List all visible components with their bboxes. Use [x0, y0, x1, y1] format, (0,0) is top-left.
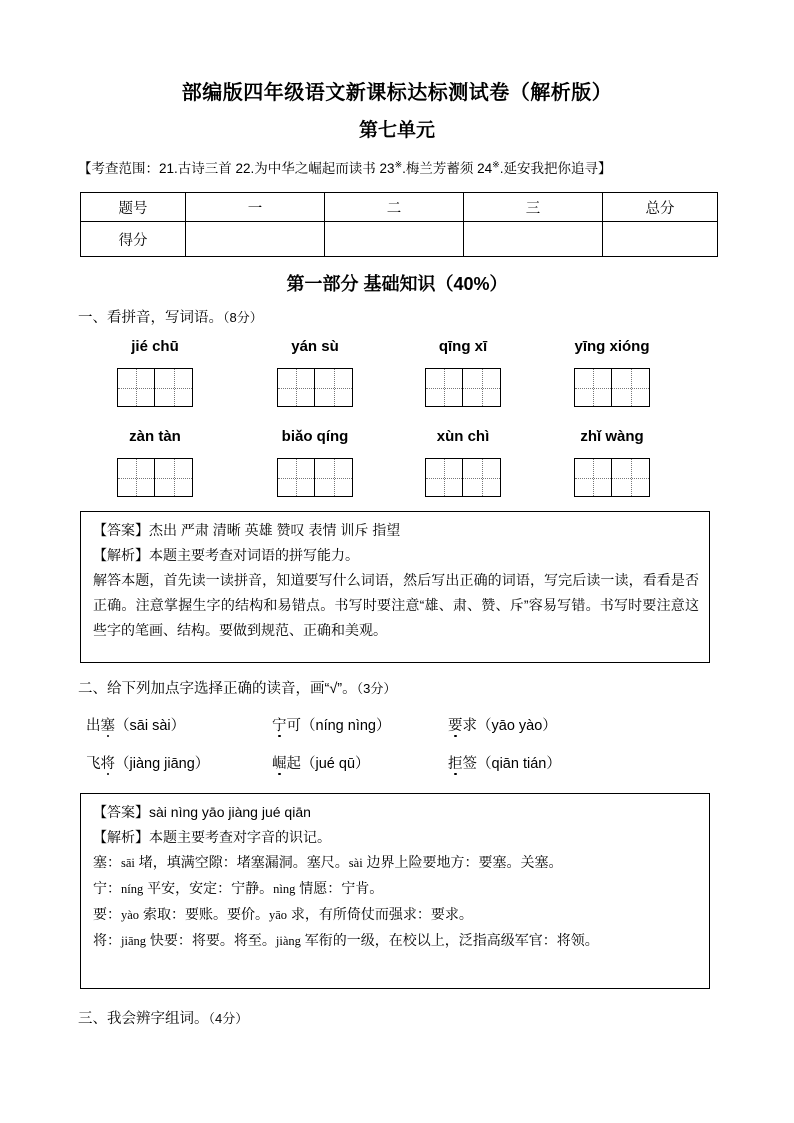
analysis-entry: [93, 928, 699, 954]
score-table-cell-0-3: 总分: [603, 193, 718, 222]
tianzige-2-4[interactable]: [574, 458, 650, 497]
choice-options[interactable]: （jiàng jiāng）: [115, 756, 210, 772]
scope-mark-2: ※: [492, 159, 500, 170]
tianzige-cell[interactable]: [278, 369, 315, 406]
choice-word-dotted: 宁: [272, 718, 287, 734]
tianzige-cell[interactable]: [426, 459, 463, 496]
question-2-stem-text: 二、给下列加点字选择正确的读音，画“√”。: [78, 681, 357, 697]
analysis-entry-pinyin: yào: [121, 908, 140, 922]
tianzige-2-1[interactable]: [117, 458, 193, 497]
tianzige-2-2[interactable]: [277, 458, 353, 497]
pinyin-label-1-2: yán sù: [291, 338, 339, 355]
analysis-entry-pinyin: nìng: [273, 882, 296, 896]
analysis-head-1: 本题主要考查对词语的拼写能力。: [149, 547, 359, 563]
tianzige-row-1: [78, 368, 718, 408]
analysis-entry-text: 边界上险要地方：要塞。关塞。: [362, 854, 563, 870]
tianzige-cell[interactable]: [612, 459, 649, 496]
choice-item-1-1[interactable]: [86, 714, 185, 735]
analysis-head-line-1: [93, 543, 699, 568]
answer-line-2: [93, 800, 699, 825]
tianzige-cell[interactable]: [118, 459, 155, 496]
choice-item-2-2[interactable]: [272, 752, 370, 773]
analysis-entry-pinyin: níng: [121, 882, 144, 896]
question-2-points: （3分）: [356, 681, 397, 696]
answer-line-1: [93, 518, 699, 543]
choice-word-post: 可: [286, 718, 301, 734]
analysis-entry-pinyin: sāi: [121, 856, 135, 870]
analysis-entry-text: 平安，安定：宁静。: [143, 880, 274, 896]
analysis-entry-text: 索取：要账。要价。: [139, 906, 269, 922]
choice-word-dotted: 要: [448, 718, 463, 734]
choice-word-dotted: 塞: [100, 718, 115, 734]
analysis-entry: [93, 850, 699, 876]
tianzige-cell[interactable]: [155, 459, 192, 496]
analysis-entry-text: 快要：将要。将至。: [146, 932, 276, 948]
pinyin-label-2-3: xùn chì: [436, 428, 490, 445]
tianzige-1-1[interactable]: [117, 368, 193, 407]
tianzige-cell[interactable]: [426, 369, 463, 406]
choice-word-post: 求: [462, 718, 477, 734]
pinyin-label-2-1: zàn tàn: [129, 428, 181, 445]
answer-label-1: 【答案】: [93, 522, 149, 538]
pinyin-label-2-2: biǎo qíng: [281, 428, 349, 445]
score-table: [80, 192, 718, 257]
analysis-entry-char: 宁：: [93, 880, 121, 896]
analysis-head-2: 本题主要考查对字音的识记。: [149, 829, 331, 845]
score-table-cell-0-0: 一: [186, 193, 325, 222]
question-1-stem: [78, 306, 263, 327]
question-3-stem-text: 三、我会辨字组词。: [78, 1011, 209, 1027]
answer-text-1: 杰出 严肃 清晰 英雄 赞叹 表情 训斥 指望: [149, 522, 401, 538]
analysis-entry-char: 塞：: [93, 854, 121, 870]
choice-options[interactable]: （yāo yào）: [477, 718, 557, 734]
choice-word-dotted: 拒: [448, 756, 463, 772]
tianzige-2-3[interactable]: [425, 458, 501, 497]
tianzige-cell[interactable]: [315, 459, 352, 496]
choice-word-post: 起: [286, 756, 301, 772]
analysis-label-2: 【解析】: [93, 829, 149, 845]
tianzige-cell[interactable]: [463, 459, 500, 496]
analysis-entry-text: 情愿：宁肯。: [295, 880, 384, 896]
answer-label-2: 【答案】: [93, 804, 149, 820]
score-table-label-1: 得分: [81, 222, 186, 257]
analysis-entry-text: 堵，填满空隙：堵塞漏洞。塞尺。: [134, 854, 349, 870]
tianzige-cell[interactable]: [315, 369, 352, 406]
pinyin-label-1-4: yīng xióng: [574, 338, 650, 355]
tianzige-1-2[interactable]: [277, 368, 353, 407]
page-title: 部编版四年级语文新课标达标测试卷（解析版）: [181, 82, 613, 104]
scope-line: [78, 160, 718, 178]
analysis-entry-pinyin: jiāng: [121, 934, 146, 948]
tianzige-row-2: [78, 458, 718, 498]
tianzige-cell[interactable]: [278, 459, 315, 496]
question-3-stem: [78, 1007, 248, 1028]
analysis-entry: [93, 876, 699, 902]
analysis-entry-text: 军衔的一级，在校以上，泛指高级军官：将领。: [300, 932, 599, 948]
scope-suffix: .延安我把你追寻】: [499, 161, 612, 176]
question-2-stem: [78, 677, 396, 698]
part-title: 第一部分 基础知识（40%）: [286, 274, 508, 294]
choice-word-dotted: 将: [100, 756, 115, 772]
score-table-cell-1-3[interactable]: [603, 222, 718, 257]
pinyin-row-2: [78, 428, 718, 452]
scope-mid: .梅兰芳蓄须 24: [402, 161, 493, 176]
choice-options[interactable]: （sāi sài）: [115, 718, 186, 734]
analysis-head-line-2: [93, 825, 699, 850]
choice-options[interactable]: （níng nìng）: [301, 718, 391, 734]
scope-mark-1: ※: [394, 159, 403, 170]
analysis-entry-pinyin: yāo: [268, 908, 288, 922]
tianzige-cell[interactable]: [575, 369, 612, 406]
choice-word-dotted: 崛: [272, 756, 287, 772]
analysis-label-1: 【解析】: [93, 547, 149, 563]
tianzige-cell[interactable]: [118, 369, 155, 406]
tianzige-1-3[interactable]: [425, 368, 501, 407]
choice-word-post: 签: [462, 756, 477, 772]
answer-box-2: [80, 793, 710, 989]
analysis-entry-char: 将：: [93, 932, 121, 948]
tianzige-1-4[interactable]: [574, 368, 650, 407]
score-table-cell-1-0[interactable]: [186, 222, 325, 257]
choice-item-2-1[interactable]: [86, 752, 209, 773]
choice-options[interactable]: （qiān tián）: [477, 756, 561, 772]
score-table-label-0: 题号: [81, 193, 186, 222]
table-row: [81, 222, 718, 257]
choice-options[interactable]: （jué qū）: [301, 756, 370, 772]
answer-text-2: sài nìng yāo jiàng jué qiān: [149, 804, 311, 820]
choice-item-1-3[interactable]: [448, 714, 557, 735]
pinyin-label-2-4: zhǐ wàng: [580, 428, 644, 445]
pinyin-row-1: [78, 338, 718, 362]
unit-title: 第七单元: [358, 120, 435, 141]
choice-word-pre: 飞: [86, 756, 101, 772]
pinyin-label-1-1: jié chū: [131, 338, 179, 355]
score-table-cell-0-2: 三: [464, 193, 603, 222]
analysis-entry: [93, 902, 699, 928]
analysis-entry-text: 求，有所倚仗而强求：要求。: [287, 906, 473, 922]
tianzige-cell[interactable]: [155, 369, 192, 406]
analysis-body-1: 解答本题，首先读一读拼音，知道要写什么词语，然后写出正确的词语，写完后读一读，看看是否正确。注意掌握生字的结构和易错点。书写时要注意“雄、肃、赞、斥”容易写错。书写时要注意这些字的笔画、结构。要做到规范、正确和美观。: [93, 572, 699, 638]
question-1-points: （8分）: [223, 310, 263, 325]
analysis-entry-pinyin: jiàng: [275, 934, 301, 948]
score-table-cell-1-1[interactable]: [325, 222, 464, 257]
tianzige-cell[interactable]: [575, 459, 612, 496]
question-1-stem-text: 一、看拼音，写词语。: [78, 310, 223, 326]
question-3-points: （4分）: [208, 1011, 249, 1026]
choice-word-pre: 出: [86, 718, 101, 734]
score-table-cell-0-1: 二: [325, 193, 464, 222]
answer-box-1: [80, 511, 710, 663]
scope-prefix: 【考查范围：21.古诗三首 22.为中华之崛起而读书 23: [78, 161, 395, 176]
pinyin-label-1-3: qīng xī: [438, 338, 488, 355]
choice-item-2-3[interactable]: [448, 752, 561, 773]
analysis-entry-char: 要：: [93, 906, 121, 922]
table-row: [81, 193, 718, 222]
tianzige-cell[interactable]: [463, 369, 500, 406]
choice-item-1-2[interactable]: [272, 714, 390, 735]
tianzige-cell[interactable]: [612, 369, 649, 406]
analysis-entry-pinyin: sài: [348, 856, 363, 870]
score-table-cell-1-2[interactable]: [464, 222, 603, 257]
